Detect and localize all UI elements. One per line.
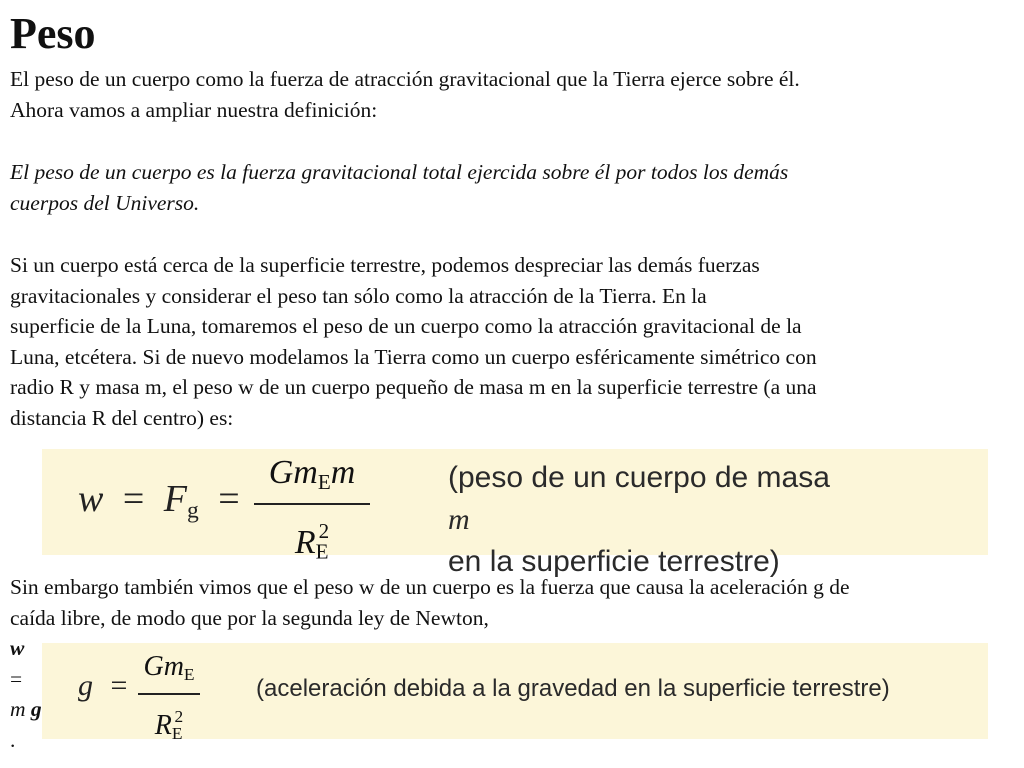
weight-equation-lhs [78, 477, 250, 525]
weight-equation-box [42, 449, 988, 578]
gravity-equation-lhs [78, 669, 137, 703]
text-line: superficie de la Luna, tomaremos el peso de un cuerpo como la atracción gravitacional de la [10, 314, 802, 338]
equals-sign: = [110, 669, 128, 702]
text-line: Si un cuerpo está cerca de la superficie terrestre, podemos despreciar las demás fuerzas [10, 253, 760, 277]
text-line: Sin embargo también vimos que el peso w de un cuerpo es la fuerza que causa la aceleración g de [10, 575, 850, 599]
intro-paragraph [10, 64, 1018, 125]
definition-paragraph [10, 157, 1018, 218]
text-line: caída libre, de modo que por la segunda ley de Newton, w = m g . [10, 605, 489, 752]
fraction-numerator: $Gm_Em$ [268, 454, 356, 494]
gravity-equation-box [42, 643, 988, 743]
text-line: radio R y masa m, el peso w de un cuerpo pequeño de masa m en la superficie terrestre (a una [10, 375, 817, 399]
weight-equation-note [448, 457, 830, 583]
text-line: distancia R del centro) es: [10, 405, 234, 430]
equals-sign: = [122, 478, 145, 520]
text-line: Ahora vamos a ampliar nuestra definición: [10, 97, 378, 122]
symbol-F: F [163, 478, 188, 520]
symbol-g: g [78, 669, 93, 702]
page-title: Peso [10, 9, 96, 58]
text-line: El peso de un cuerpo como la fuerza de atracción gravitacional que la Tierra ejerce sobre él. [10, 67, 800, 91]
text-line: El peso de un cuerpo es la fuerza gravitacional total ejercida sobre él por todos los demás [10, 160, 789, 184]
fraction-denominator: $R_E^2$ [154, 706, 184, 743]
explanation-paragraph [10, 250, 1018, 433]
note-line: en la superficie terrestre) [448, 545, 780, 578]
symbol-F-subscript: g [187, 497, 199, 524]
text-line: gravitacionales y considerar el peso tan sólo como la atracción de la Tierra. En la [10, 283, 707, 308]
fraction-denominator: $R_E^2$ [294, 518, 330, 564]
weight-fraction [254, 452, 370, 578]
note-line: (peso de un cuerpo de masa m [448, 461, 830, 536]
gravity-equation-note: (aceleración debida a la gravedad en la superficie terrestre) [256, 675, 890, 702]
text-line: cuerpos del Universo. [10, 190, 200, 215]
fraction-numerator: $Gm_E$ [143, 651, 195, 684]
text-line: Luna, etcétera. Si de nuevo modelamos la Tierra como un cuerpo esféricamente simétrico con [10, 344, 817, 369]
gravity-fraction [138, 649, 200, 756]
equals-sign: = [218, 478, 240, 520]
symbol-w: w [78, 478, 104, 520]
